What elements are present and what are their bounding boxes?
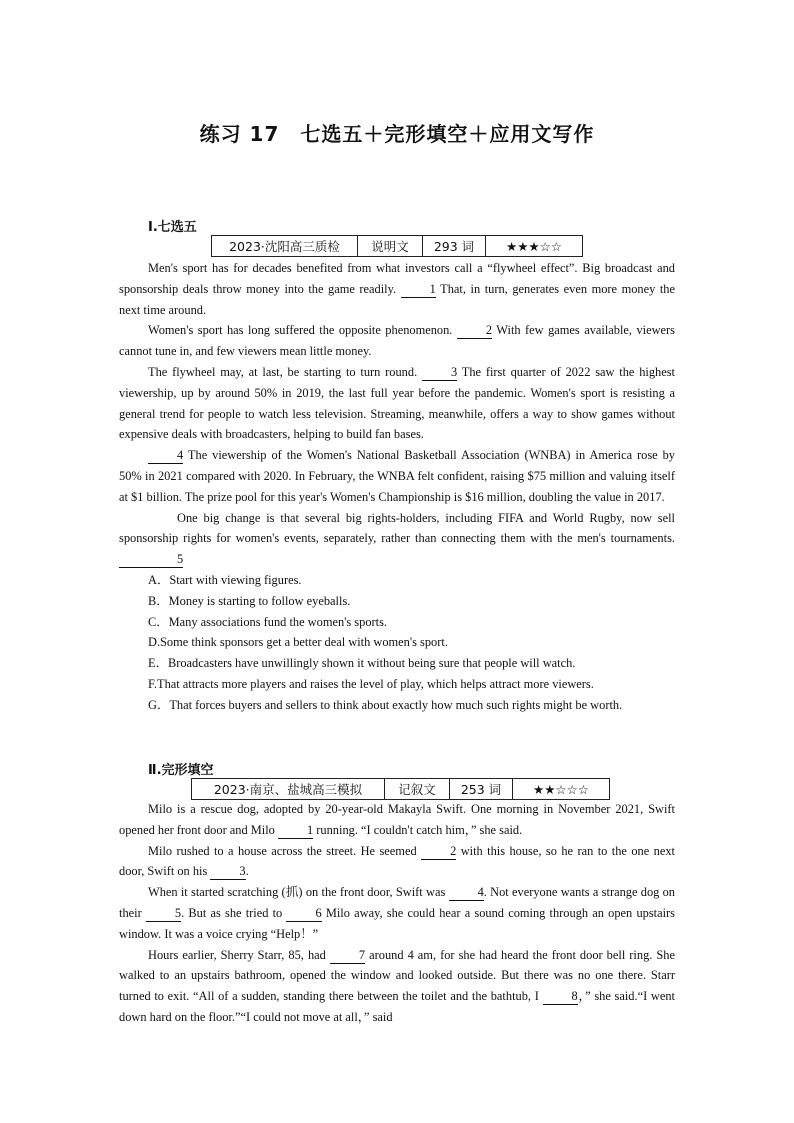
passage-paragraph [119,841,675,883]
paragraph-text: When it started scratching (抓) on the front door, Swift was [148,885,449,900]
paragraph-text: With few games available, viewers cannot tune in, and few viewers mean little money. [119,323,675,359]
genre-cell: 说明文 [358,236,423,257]
answer-blank[interactable]: 7 [330,948,365,964]
option-item: D.Some think sponsors get a better deal with women's sport. [148,635,448,650]
answer-blank[interactable]: 8 [543,989,578,1005]
answer-blank[interactable]: 3 [210,864,245,880]
paragraph-text: . [245,864,249,879]
paragraph-text: The viewership of the Women's National Basketball Association (WNBA) in America rose by 50% in 2021 compared with 2020. In February, the WNBA felt confident, raising $75 million and valuing itself at $1 billion. The prize pool for this year's Women's Championship is $16 million, doubling the value in 2017. [119,448,675,504]
paragraph-text: The flywheel may, at last, be starting to turn round. [148,364,422,379]
section2-info-table [191,778,610,800]
difficulty-cell: ★★☆☆☆ [513,779,610,800]
answer-blank[interactable]: 5 [119,552,183,568]
passage-paragraph [119,320,675,362]
genre-cell: 记叙文 [385,779,450,800]
page-title: 练习 17 七选五＋完形填空＋应用文写作 [199,122,595,146]
passage-paragraph [119,882,675,944]
answer-blank[interactable]: 3 [422,365,457,381]
answer-blank[interactable]: 6 [286,906,321,922]
section1-passage [119,258,675,716]
paragraph-text: That, in turn, generates even more money the next time around. [119,281,675,317]
option-item: F.That attracts more players and raises the level of play, which helps attract more viewers. [148,676,594,691]
word-count-cell: 293 词 [423,236,486,257]
paragraph-text: with this house, so he ran to the one next door, Swift on his [119,843,675,879]
paragraph-text: around 4 am, for she had heard the front door bell ring. She walked to an upstairs bathroom, opened the window and looked outside. But there was no one there. Starr turned to exit. “All of a sudden, standing there between the toilet and the bathtub, I [119,947,675,1004]
paragraph-text: One big change is that several big rights-holders, including FIFA and World Rugby, now sell sponsorship rights for women's events, separately, rather than connecting them with the men's tournaments. [119,510,675,546]
paragraph-text: ，” she said.“I went down hard on the floor.”“I could not move at all，” said [119,989,675,1024]
passage-paragraph [119,362,675,445]
answer-blank[interactable]: 1 [401,282,436,298]
option-item: A．Start with viewing figures. [148,572,302,587]
word-count-cell: 253 词 [450,779,513,800]
paragraph-text: Milo rushed to a house across the street. He seemed [148,843,422,858]
answer-blank[interactable]: 4 [148,448,183,464]
source-cell: 2023·南京、盐城高三模拟 [192,779,385,800]
difficulty-cell: ★★★☆☆ [486,236,583,257]
option-item: C．Many associations fund the women's sports. [148,614,388,629]
passage-paragraph [119,258,675,320]
passage-paragraph [119,508,675,570]
paragraph-text: . But as she tried to [181,905,287,920]
answer-blank[interactable]: 2 [421,844,456,860]
passage-paragraph [119,445,675,507]
passage-paragraph [119,945,675,1028]
paragraph-text: Men's sport has for decades benefited from what investors call a “flywheel effect”. Big broadcast and sponsorship deals throw money into the game readily. [119,261,675,296]
option-item: G．That forces buyers and sellers to think about exactly how much such rights might be worth. [148,697,623,712]
paragraph-text: . Not everyone wants a strange dog on their [119,885,676,920]
source-cell: 2023·沈阳高三质检 [212,236,358,257]
answer-blank[interactable]: 1 [278,823,313,839]
option-item: B．Money is starting to follow eyeballs. [148,593,351,608]
paragraph-text: Milo is a rescue dog, adopted by 20-year-old Makayla Swift. One morning in November 2021, Swift opened her front door and Milo [119,802,675,837]
paragraph-text: running. “I couldn't catch him，” she said. [313,822,523,837]
section2-heading: Ⅱ.完形填空 [148,763,214,778]
answer-blank[interactable]: 2 [457,323,492,339]
paragraph-text: Milo away, she could hear a sound coming through an open upstairs window. It was a voice crying “Help！” [119,905,675,941]
paragraph-text: Women's sport has long suffered the opposite phenomenon. [148,323,457,338]
option-item: E．Broadcasters have unwillingly shown it without being sure that people will watch. [148,656,576,671]
section2-passage [119,799,675,1028]
paragraph-text: The first quarter of 2022 saw the highest viewership, up by around 50% in 2019, the last full year before the pandemic. Women's sport is resisting a general trend for people to watch less television. Streaming, meanwhile, offers a way to show games without expensive deals with broadcasters, helping to build fan bases. [119,364,675,442]
section1-heading: Ⅰ.七选五 [148,220,197,235]
answer-blank[interactable]: 5 [146,906,181,922]
section1-info-table [211,235,583,257]
answer-blank[interactable]: 4 [449,885,484,901]
passage-paragraph [119,799,675,841]
paragraph-text: Hours earlier, Sherry Starr, 85, had [148,947,330,962]
